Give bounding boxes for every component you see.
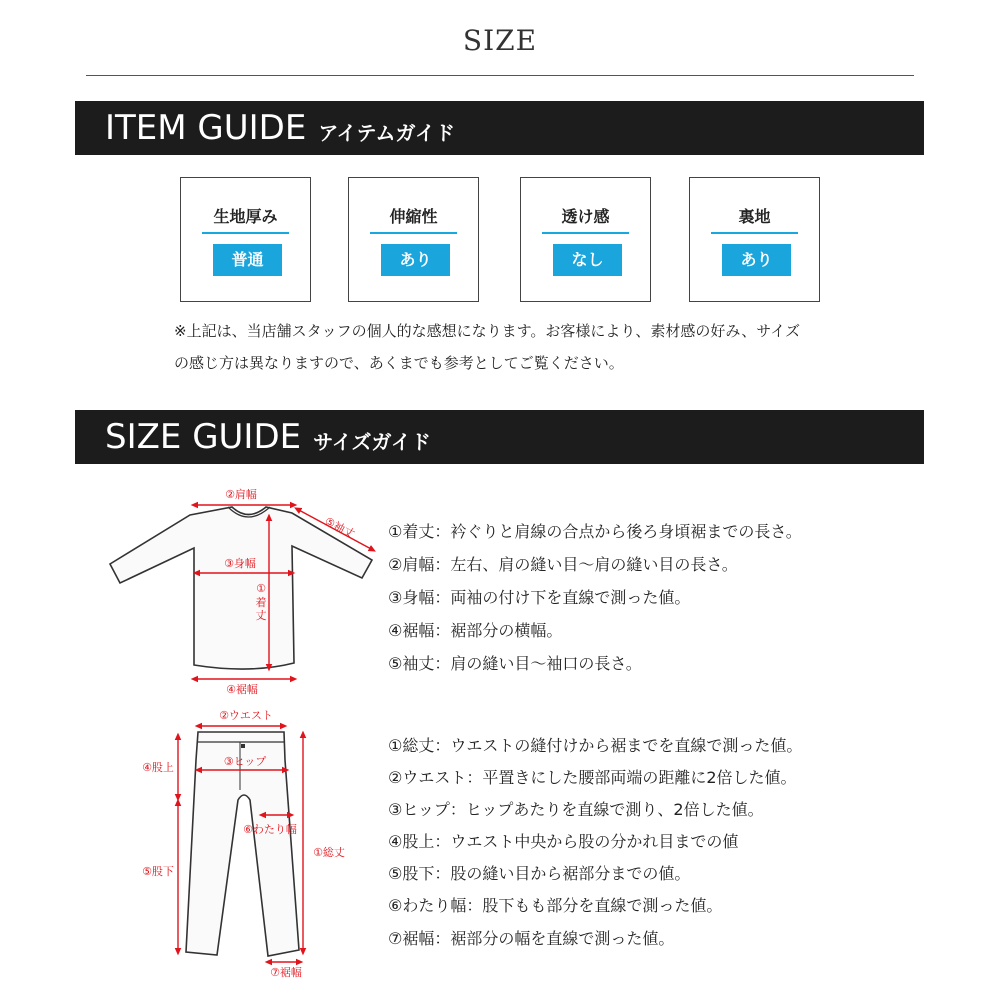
size-guide-title-en: SIZE GUIDE <box>105 417 302 457</box>
shirt-label-hem: ④裾幅 <box>226 683 258 696</box>
pants-desc-7: ⑦裾幅：裾部分の幅を直線で測った値。 <box>388 929 675 948</box>
pants-label-rise: ④股上 <box>142 761 174 774</box>
pants-label-total: ①総丈 <box>313 846 345 859</box>
page-title: SIZE <box>462 24 538 57</box>
card-label: 生地厚み <box>213 207 278 226</box>
shirt-desc-4: ④裾幅：裾部分の横幅。 <box>388 621 563 640</box>
card-label: 伸縮性 <box>389 207 438 226</box>
shirt-label-length-num: ① <box>256 582 266 595</box>
shirt-label-length-c1: 着 <box>255 596 267 609</box>
pants-desc-2: ②ウエスト：平置きにした腰部両端の距離に2倍した値。 <box>388 768 797 787</box>
shirt-desc-2: ②肩幅：左右、肩の縫い目〜肩の縫い目の長さ。 <box>388 555 738 574</box>
shirt-label-sleeve: ⑤袖丈 <box>322 514 357 542</box>
disclaimer-line-2: の感じ方は異なりますので、あくまでも参考としてご覧ください。 <box>174 354 624 372</box>
card-label: 裏地 <box>738 207 771 226</box>
card-value-badge: あり <box>381 244 450 276</box>
card-value-badge: なし <box>553 244 622 276</box>
card-value-badge: あり <box>722 244 791 276</box>
pants-label-thigh: ⑥わたり幅 <box>243 823 297 836</box>
pants-desc-1: ①総丈：ウエストの縫付けから裾までを直線で測った値。 <box>388 736 803 755</box>
disclaimer-line-1: ※上記は、当店舗スタッフの個人的な感想になります。お客様により、素材感の好み、サイズ <box>174 322 801 340</box>
pants-desc-3: ③ヒップ：ヒップあたりを直線で測り、2倍した値。 <box>388 800 764 819</box>
pants-button <box>241 744 245 748</box>
pants-label-hem: ⑦裾幅 <box>270 966 302 979</box>
pants-label-hip: ③ヒップ <box>223 755 267 768</box>
item-guide-title-jp: アイテムガイド <box>318 120 455 145</box>
shirt-label-body-width: ③身幅 <box>224 557 256 570</box>
item-guide-title-en: ITEM GUIDE <box>105 108 307 148</box>
pants-desc-4: ④股上：ウエスト中央から股の分かれ目までの値 <box>388 832 739 851</box>
pants-desc-5: ⑤股下：股の縫い目から裾部分までの値。 <box>388 864 691 883</box>
shirt-desc-1: ①着丈：衿ぐりと肩線の合点から後ろ身頃裾までの長さ。 <box>388 522 802 541</box>
shirt-desc-5: ⑤袖丈：肩の縫い目〜袖口の長さ。 <box>388 654 642 673</box>
pants-label-waist: ②ウエスト <box>219 709 273 722</box>
shirt-label-shoulder: ②肩幅 <box>225 488 257 501</box>
card-label: 透け感 <box>561 207 610 226</box>
shirt-label-length-c2: 丈 <box>255 609 267 622</box>
pants-label-inseam: ⑤股下 <box>142 865 174 878</box>
card-value-badge: 普通 <box>213 244 282 276</box>
shirt-desc-3: ③身幅：両袖の付け下を直線で測った値。 <box>388 588 691 607</box>
pants-desc-6: ⑥わたり幅：股下もも部分を直線で測った値。 <box>388 896 723 915</box>
size-guide-title-jp: サイズガイド <box>313 429 431 454</box>
